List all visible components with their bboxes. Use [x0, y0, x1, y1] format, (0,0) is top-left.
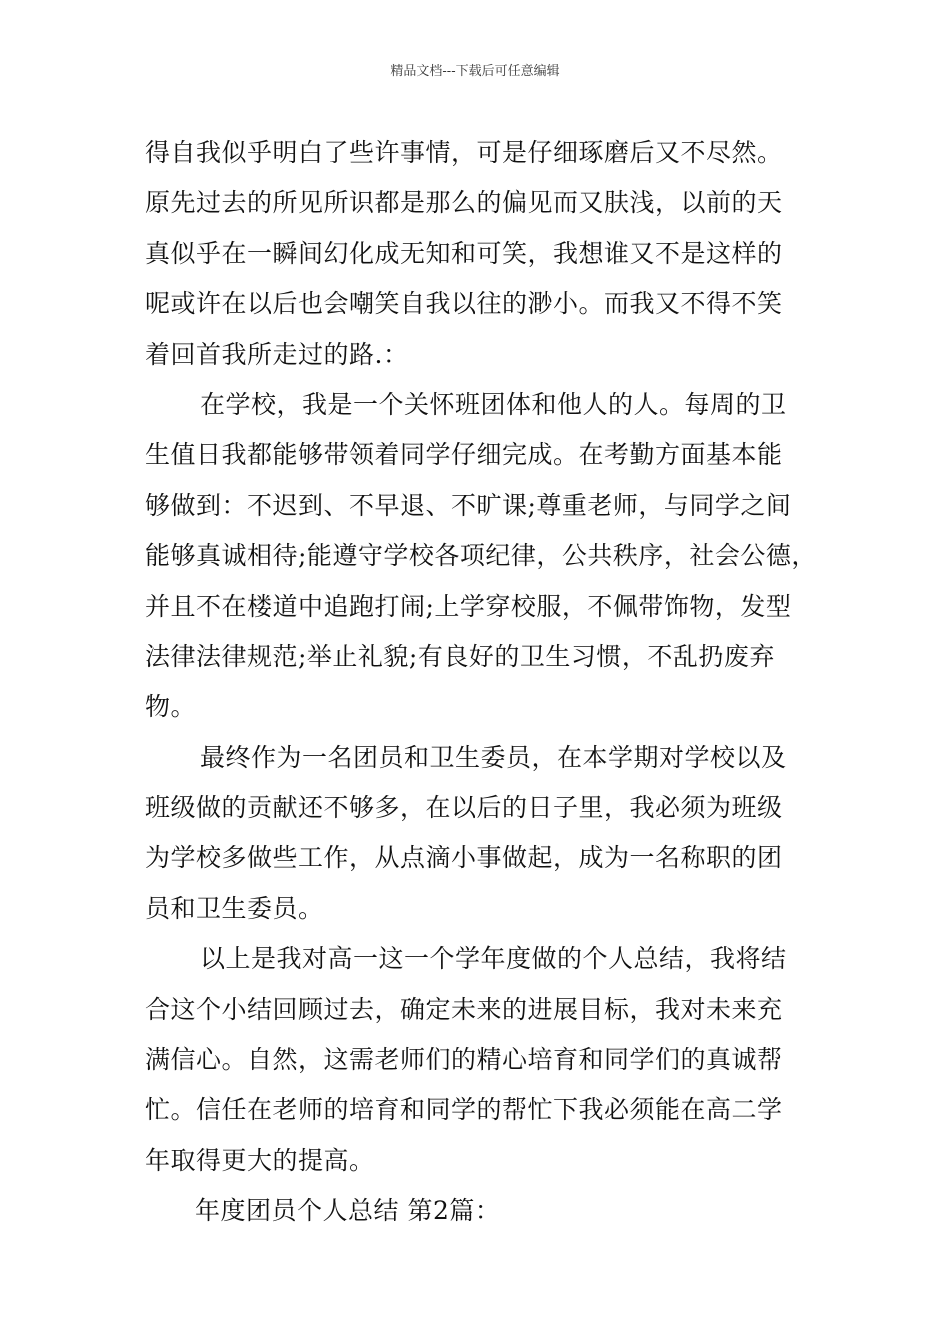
paragraph-4 [145, 934, 825, 1186]
text-line: 并且不在楼道中追跑打闹;上学穿校服，不佩带饰物，发型 [145, 591, 792, 621]
text-line: 以上是我对高一这一个学年度做的个人总结，我将结 [200, 944, 787, 974]
text-line: 原先过去的所见所识都是那么的偏见而又肤浅，以前的天 [145, 188, 783, 218]
page-header: 精品文档---下载后可任意编辑 [390, 64, 560, 79]
text-line: 班级做的贡献还不够多，在以后的日子里，我必须为班级 [145, 793, 783, 823]
text-line: 为学校多做些工作，从点滴小事做起，成为一名称职的团 [145, 843, 783, 873]
text-line: 最终作为一名团员和卫生委员，在本学期对学校以及 [200, 742, 787, 772]
text-line: 生值日我都能够带领着同学仔细完成。在考勤方面基本能 [145, 440, 783, 470]
text-line: 满信心。自然，这需老师们的精心培育和同学们的真诚帮 [145, 1045, 783, 1075]
paragraph-1 [145, 128, 825, 380]
text-line: 能够真诚相待;能遵守学校各项纪律，公共秩序，社会公德， [145, 541, 817, 571]
text-line: 合这个小结回顾过去，确定未来的进展目标，我对未来充 [145, 994, 783, 1024]
paragraph-2 [145, 380, 825, 733]
section-heading-text: 年度团员个人总结 第2篇： [195, 1196, 501, 1226]
text-line: 够做到：不迟到、不早退、不旷课;尊重老师，与同学之间 [145, 490, 792, 520]
text-line: 得自我似乎明白了些许事情，可是仔细琢磨后又不尽然。 [145, 138, 783, 167]
text-line: 真似乎在一瞬间幻化成无知和可笑，我想谁又不是这样的 [145, 238, 783, 268]
text-line: 法律法律规范;举止礼貌;有良好的卫生习惯，不乱扔废弃 [145, 641, 775, 671]
section-heading [145, 1186, 825, 1236]
text-line: 年取得更大的提高。 [145, 1145, 375, 1175]
text-line: 忙。信任在老师的培育和同学的帮忙下我必须能在高二学 [145, 1095, 783, 1125]
text-line: 物。 [145, 692, 197, 722]
paragraph-3 [145, 733, 825, 935]
text-line: 呢或许在以后也会嘲笑自我以往的渺小。而我又不得不笑 [145, 289, 783, 319]
text-line: 员和卫生委员。 [145, 893, 324, 923]
text-line: 着回首我所走过的路.： [145, 339, 409, 369]
document-body [145, 128, 825, 1237]
text-line: 在学校，我是一个关怀班团体和他人的人。每周的卫 [200, 389, 787, 419]
